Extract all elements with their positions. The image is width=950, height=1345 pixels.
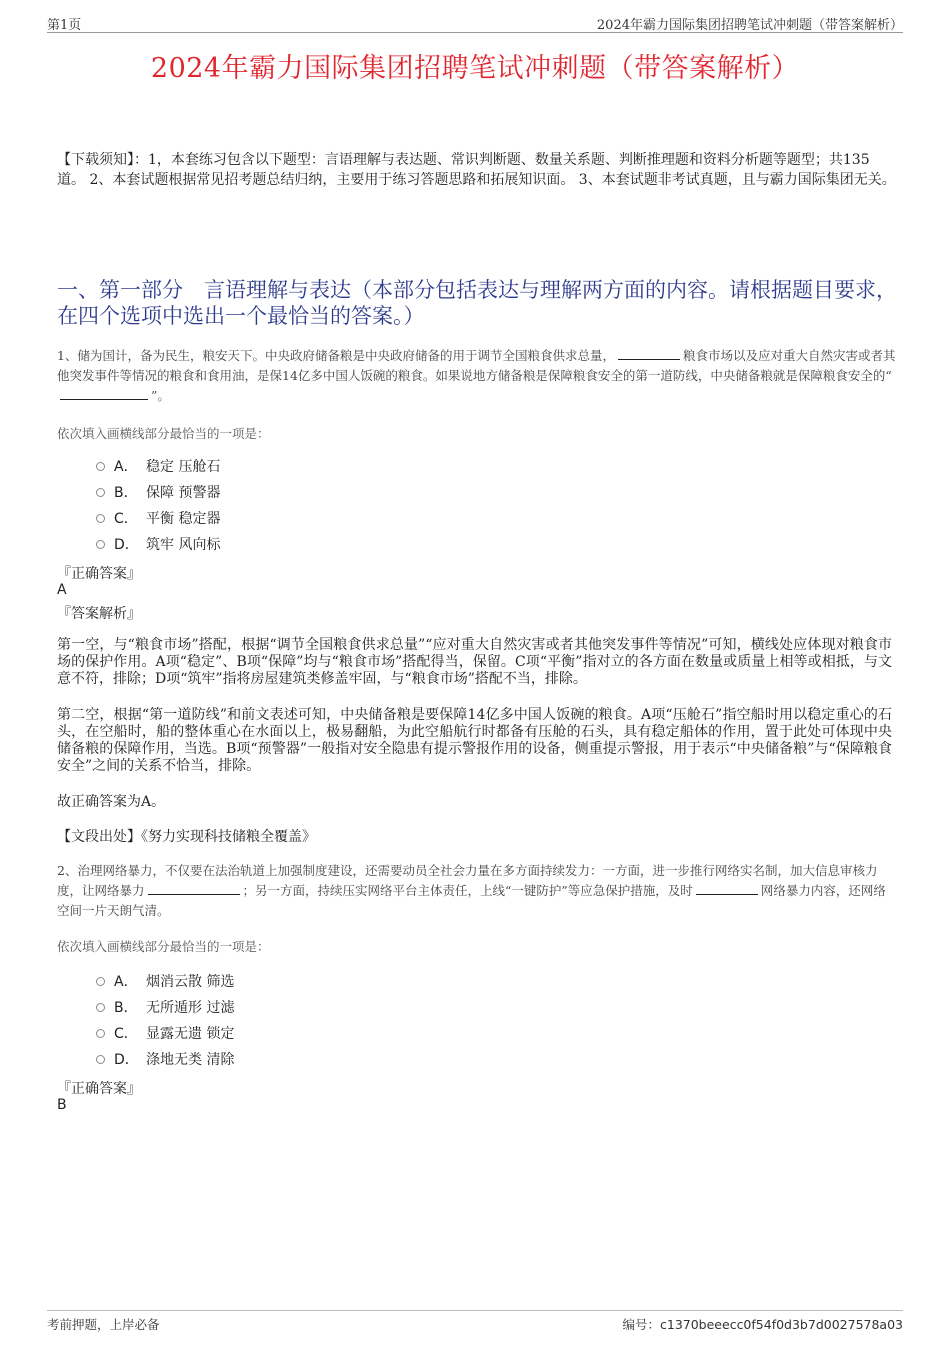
option-d[interactable]: D． 涤地无类 清除 xyxy=(96,1046,234,1072)
section-title: 一、第一部分 言语理解与表达（本部分包括表达与理解两方面的内容。请根据题目要求，在四个选项中选出一个最恰当的答案。） xyxy=(57,278,897,328)
correct-answer-label: 『正确答案』 xyxy=(57,1081,141,1097)
radio-icon[interactable] xyxy=(96,488,105,497)
option-a[interactable]: A． 稳定 压舱石 xyxy=(96,453,220,479)
question-2-options xyxy=(96,968,234,1072)
option-c[interactable]: C． 显露无遗 锁定 xyxy=(96,1020,234,1046)
correct-answer-value: B xyxy=(57,1097,67,1113)
analysis-paragraph-2: 第二空，根据“第一道防线”和前文表述可知，中央储备粮是要保障14亿多中国人饭碗的粮食。A项“压舱石”指空船时用以稳定重心的石头，在空船时，船的整体重心在水面以上，极易翻船，为此空船航行时都备有压舱的石头，具有稳定船体的作用，置于此处可体现中央储备粮的保障作用，当选。B项“预警器”一般指对安全隐患有提示警报作用的设备，侧重提示警报，用于表示“中央储备粮”与“保障粮食安全”之间的关系不恰当，排除。 xyxy=(57,707,892,774)
page-header xyxy=(47,14,903,33)
question-1-text: 1、储为国计，备为民生，粮安天下。中央政府储备粮是中央政府储备的用于调节全国粮食供求总量， 粮食市场以及应对重大自然灾害或者其他突发事件等情况的粮食和食用油，是保14亿多中国人饭碗的粮食。如果说地方储备粮是保障粮食安全的第一道防线，中央储备粮就是保障粮食安全的“”。 xyxy=(57,348,896,403)
correct-answer-value: A xyxy=(57,582,67,598)
header-doc-title: 2024年霸力国际集团招聘笔试冲刺题（带答案解析） xyxy=(596,18,903,33)
page-footer xyxy=(47,1310,903,1332)
question-1-prompt: 依次填入画横线部分最恰当的一项是： xyxy=(57,426,270,441)
option-c[interactable]: C． 平衡 稳定器 xyxy=(96,505,220,531)
question-2-text: 2、治理网络暴力，不仅要在法治轨道上加强制度建设，还需要动员全社会力量在多方面持续发力：一方面，进一步推行网络实名制，加大信息审核力度，让网络暴力 ；另一方面，持续压实网络平台主体责任，上线“一键防护”等应急保护措施，及时 网络暴力内容，还网络空间一片天朗气清。 xyxy=(57,863,886,918)
radio-icon[interactable] xyxy=(96,977,105,986)
option-a[interactable]: A． 烟消云散 筛选 xyxy=(96,968,234,994)
radio-icon[interactable] xyxy=(96,1055,105,1064)
fill-blank xyxy=(618,347,680,360)
document-title: 2024年霸力国际集团招聘笔试冲刺题（带答案解析） xyxy=(150,53,800,84)
analysis-label: 『答案解析』 xyxy=(57,606,141,622)
question-1-options xyxy=(96,453,220,557)
fill-blank xyxy=(60,387,148,400)
option-b[interactable]: B． 保障 预警器 xyxy=(96,479,220,505)
analysis-paragraph-1: 第一空，与“粮食市场”搭配，根据“调节全国粮食供求总量”“应对重大自然灾害或者其他突发事件等情况”可知，横线处应体现对粮食市场的保护作用。A项“稳定”、B项“保障”均与“粮食市场”搭配得当，保留。C项“平衡”指对立的各方面在数量或质量上相等或相抵，与文意不符，排除；D项“筑牢”指将房屋建筑类修盖牢固，与“粮食市场”搭配不当，排除。 xyxy=(57,637,892,687)
analysis-conclusion: 故正确答案为A。 xyxy=(57,794,166,810)
fill-blank xyxy=(696,882,758,895)
radio-icon[interactable] xyxy=(96,462,105,471)
radio-icon[interactable] xyxy=(96,514,105,523)
option-b[interactable]: B． 无所遁形 过滤 xyxy=(96,994,234,1020)
source-citation: 【文段出处】《努力实现科技储粮全覆盖》 xyxy=(57,829,316,845)
option-d[interactable]: D． 筑牢 风向标 xyxy=(96,531,220,557)
download-notice: 【下载须知】：1，本套练习包含以下题型：言语理解与表达题、常识判断题、数量关系题、判断推理题和资料分析题等题型；共135道。 2、本套试题根据常见招考题总结归纳，主要用于练习答题思路和拓展知识面。 3、本套试题非考试真题，且与霸力国际集团无关。 xyxy=(57,152,896,188)
radio-icon[interactable] xyxy=(96,540,105,549)
page-number: 第1页 xyxy=(47,18,82,33)
radio-icon[interactable] xyxy=(96,1029,105,1038)
document-code: 编号：c1370beeecc0f54f0d3b7d0027578a03 xyxy=(622,1317,903,1332)
question-2-prompt: 依次填入画横线部分最恰当的一项是： xyxy=(57,939,270,954)
correct-answer-label: 『正确答案』 xyxy=(57,566,141,582)
footer-slogan: 考前押题，上岸必备 xyxy=(47,1317,160,1332)
fill-blank xyxy=(148,882,240,895)
radio-icon[interactable] xyxy=(96,1003,105,1012)
